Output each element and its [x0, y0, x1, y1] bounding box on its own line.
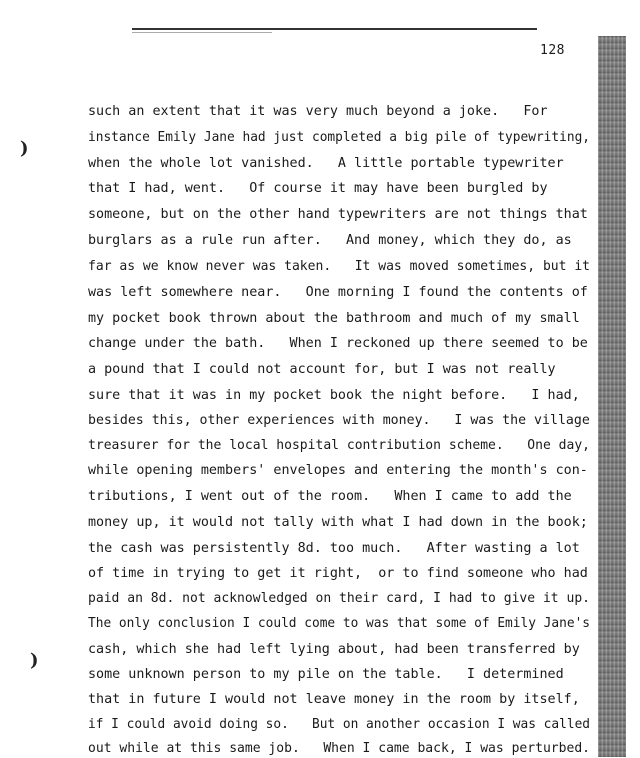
body-line: The only conclusion I could come to was that some of Emily Jane's [88, 616, 591, 631]
body-line: some unknown person to my pile on the table. I determined [88, 667, 564, 682]
punch-hole-mark-top: ) [20, 138, 29, 159]
body-line: the cash was persistently 8d. too much. After wasting a lot [88, 541, 580, 556]
body-line: that in future I would not leave money in the room by itself, [88, 692, 580, 707]
body-line: cash, which she had left lying about, had been transferred by [88, 642, 580, 657]
body-line: tributions, I went out of the room. When I came to add the [88, 489, 572, 504]
body-line: besides this, other experiences with money. I was the village [88, 413, 590, 428]
body-line: treasurer for the local hospital contribution scheme. One day, [88, 438, 591, 453]
body-line: a pound that I could not account for, but I was not really [88, 362, 556, 377]
page-number: 128 [540, 43, 565, 58]
body-line: such an extent that it was very much beyond a joke. For [88, 104, 548, 119]
body-line: change under the bath. When I reckoned up there seemed to be [88, 336, 588, 351]
body-line: if I could avoid doing so. But on another occasion I was called [88, 717, 591, 732]
body-line: sure that it was in my pocket book the night before. I had, [88, 388, 580, 403]
punch-hole-mark-bottom: ) [30, 650, 39, 671]
scanned-edge-strip [598, 36, 626, 757]
body-line: instance Emily Jane had just completed a big pile of typewriting, [88, 130, 591, 145]
body-line: that I had, went. Of course it may have been burgled by [88, 181, 548, 196]
body-line: when the whole lot vanished. A little portable typewriter [88, 156, 564, 171]
body-line: while opening members' envelopes and entering the month's con- [88, 463, 588, 478]
body-line: of time in trying to get it right, or to find someone who had [88, 566, 588, 581]
body-line: burglars as a rule run after. And money, which they do, as [88, 233, 572, 248]
body-line: money up, it would not tally with what I had down in the book; [88, 515, 588, 530]
top-rule [132, 28, 537, 30]
body-line: out while at this same job. When I came back, I was perturbed. [88, 741, 591, 756]
body-line: paid an 8d. not acknowledged on their card, I had to give it up. [88, 591, 591, 606]
body-line: was left somewhere near. One morning I found the contents of [88, 285, 588, 300]
body-line: far as we know never was taken. It was moved sometimes, but it [88, 259, 591, 274]
body-line: someone, but on the other hand typewriters are not things that [88, 207, 588, 222]
top-rule-shadow [132, 32, 272, 33]
body-line: my pocket book thrown about the bathroom and much of my small [88, 311, 580, 326]
